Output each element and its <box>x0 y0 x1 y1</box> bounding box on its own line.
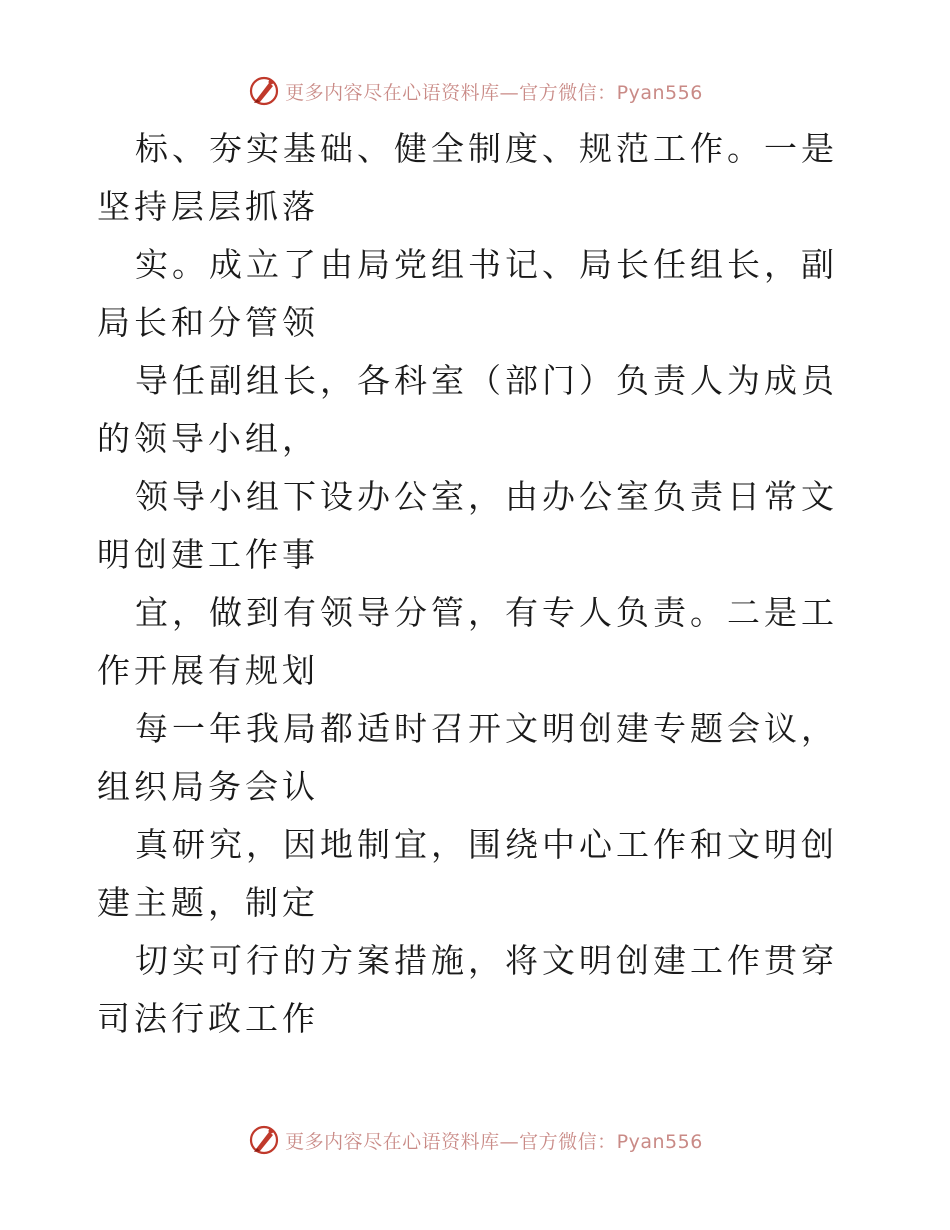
watermark-text: 更多内容尽在心语资料库—官方微信： <box>285 81 617 104</box>
paragraph: 宜，做到有领导分管，有专人负责。二是工作开展有规划 <box>97 593 838 690</box>
pen-logo-icon <box>247 1123 281 1157</box>
paragraph: 实。成立了由局党组书记、局长任组长，副局长和分管领 <box>97 245 838 342</box>
paragraph: 导任副组长，各科室（部门）负责人为成员的领导小组， <box>97 361 838 458</box>
header-watermark <box>0 71 950 111</box>
watermark-id: Pyan556 <box>616 1130 703 1153</box>
watermark-text: 更多内容尽在心语资料库—官方微信： <box>285 1130 617 1153</box>
pen-logo-icon <box>247 74 281 108</box>
paragraph: 标、夯实基础、健全制度、规范工作。一是坚持层层抓落 <box>97 129 838 226</box>
paragraph: 领导小组下设办公室，由办公室负责日常文明创建工作事 <box>97 477 838 574</box>
paragraph: 每一年我局都适时召开文明创建专题会议，组织局务会认 <box>97 709 838 806</box>
footer-watermark <box>0 1120 950 1160</box>
watermark-id: Pyan556 <box>616 81 703 104</box>
paragraph: 切实可行的方案措施，将文明创建工作贯穿司法行政工作 <box>97 941 838 1038</box>
document-body <box>97 120 853 1048</box>
paragraph: 真研究，因地制宜，围绕中心工作和文明创建主题，制定 <box>97 825 838 922</box>
